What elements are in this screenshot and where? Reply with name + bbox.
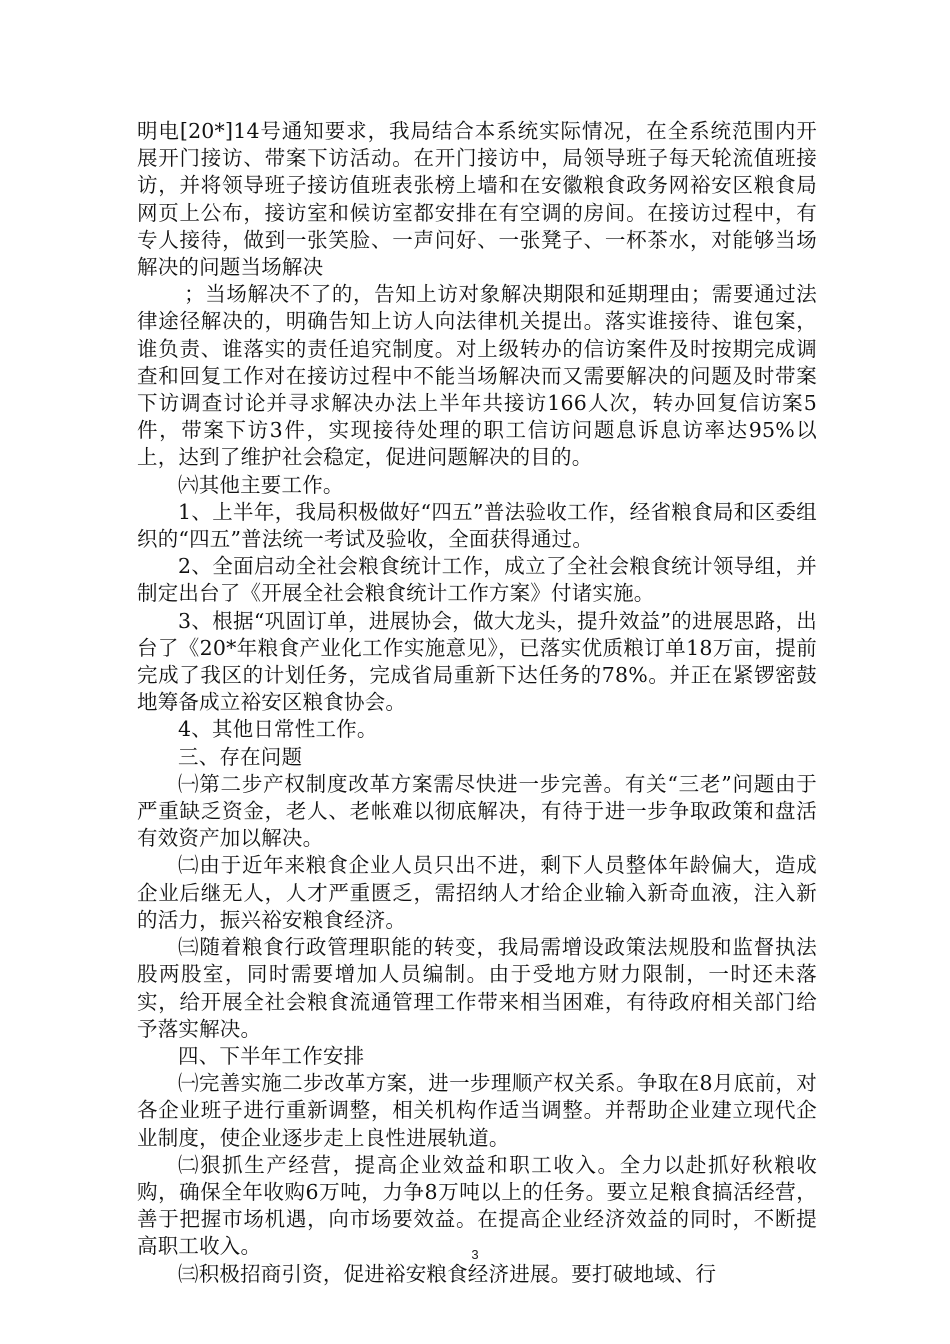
paragraph-other-work-2: 2、全面启动全社会粮食统计工作，成立了全社会粮食统计领导组，并制定出台了《开展全社会粮食统计工作方案》付诸实施。 bbox=[137, 554, 817, 606]
heading-other-work: ㈥其他主要工作。 bbox=[178, 472, 344, 497]
paragraph-problem-3: ㈢随着粮食行政管理职能的转变，我局需增设政策法规股和监督执法股两股室，同时需要增加人员编制。由于受地方财力限制，一时还未落实，给开展全社会粮食流通管理工作带来相当困难，有待政府相关部门给予落实解决。 bbox=[137, 935, 817, 1041]
document-body bbox=[137, 118, 817, 1288]
paragraph-other-work-4: 4、其他日常性工作。 bbox=[178, 717, 378, 742]
paragraph-problem-1: ㈠第二步产权制度改革方案需尽快进一步完善。有关“三老”问题由于严重缺乏资金，老人、老帐难以彻底解决，有待于进一步争取政策和盘活有效资产加以解决。 bbox=[137, 771, 817, 851]
paragraph-continued-petition: 明电[20*]14号通知要求，我局结合本系统实际情况，在全系统范围内开展开门接访、带案下访活动。在开门接访中，局领导班子每天轮流值班接访，并将领导班子接访值班表张榜上墙和在安徽粮食政务网裕安区粮食局网页上公布，接访室和候访室都安排在有空调的房间。在接访过程中，有专人接待，做到一张笑脸、一声问好、一张凳子、一杯茶水，对能够当场解决的问题当场解决 bbox=[137, 119, 817, 280]
paragraph-other-work-1: 1、上半年，我局积极做好“四五”普法验收工作，经省粮食局和区委组织的“四五”普法统一考试及验收，全面获得通过。 bbox=[137, 499, 817, 552]
section-heading-plan: 四、下半年工作安排 bbox=[178, 1043, 365, 1068]
paragraph-plan-3: ㈢积极招商引资，促进裕安粮食经济进展。要打破地域、行 bbox=[178, 1261, 717, 1286]
section-heading-problems: 三、存在问题 bbox=[178, 744, 303, 769]
page-number: 3 bbox=[471, 1247, 479, 1262]
paragraph-plan-1: ㈠完善实施二步改革方案，进一步理顺产权关系。争取在8月底前，对各企业班子进行重新调整，相关机构作适当调整。并帮助企业建立现代企业制度，使企业逐步走上良性进展轨道。 bbox=[137, 1071, 817, 1150]
paragraph-plan-2: ㈡狠抓生产经营，提高企业效益和职工收入。全力以赴抓好秋粮收购，确保全年收购6万吨，力争8万吨以上的任务。要立足粮食搞活经营，善于把握市场机遇，向市场要效益。在提高企业经济效益的同时，不断提高职工收入。 bbox=[137, 1152, 817, 1259]
paragraph-petition-results: ；当场解决不了的，告知上访对象解决期限和延期理由；需要通过法律途径解决的，明确告知上访人向法律机关提出。落实谁接待、谁包案，谁负责、谁落实的责任追究制度。对上级转办的信访案件及时按期完成调查和回复工作对在接访过程中不能当场解决而又需要解决的问题及时带案下访调查讨论并寻求解决办法上半年共接访166人次，转办回复信访案5件，带案下访3件，实现接待处理的职工信访问题息诉息访率达95%以上，达到了维护社会稳定，促进问题解决的目的。 bbox=[137, 282, 817, 470]
paragraph-problem-2: ㈡由于近年来粮食企业人员只出不进，剩下人员整体年龄偏大，造成企业后继无人，人才严重匮乏，需招纳人才给企业输入新奇血液，注入新的活力，振兴裕安粮食经济。 bbox=[137, 853, 817, 932]
paragraph-other-work-3: 3、根据“巩固订单，进展协会，做大龙头，提升效益”的进展思路，出台了《20*年粮食产业化工作实施意见》，已落实优质粮订单18万亩，提前完成了我区的计划任务，完成省局重新下达任务的78%。并正在紧锣密鼓地筹备成立裕安区粮食协会。 bbox=[137, 608, 817, 715]
